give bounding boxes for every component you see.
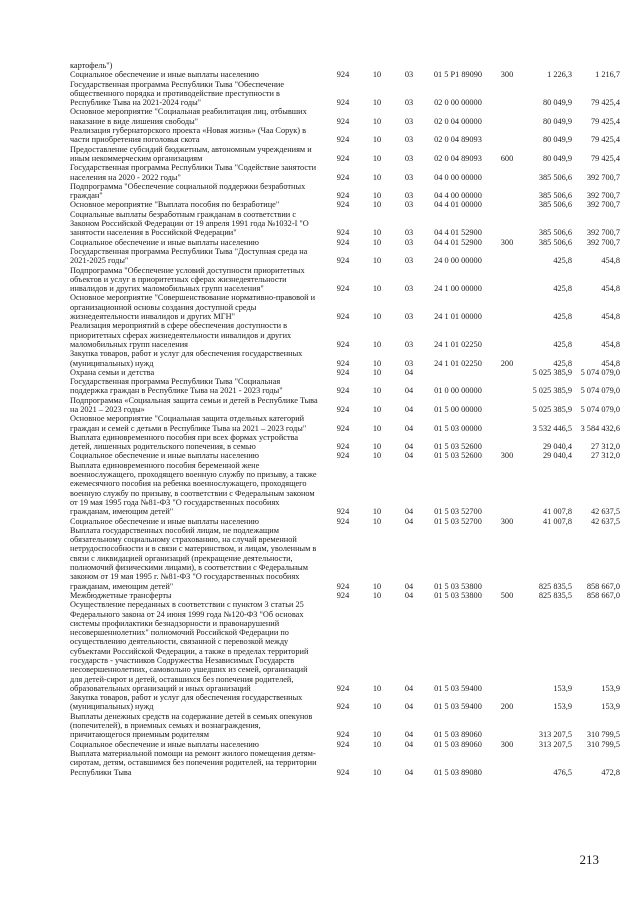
row-name: Государственная программа Республики Тыва "Обеспечение общественного порядка и противодействие преступности в Республике Тыва на 2021-2024 годы" — [70, 79, 285, 108]
row-admin-code: 924 — [336, 284, 350, 294]
row-subsection-code: 03 — [404, 153, 414, 163]
row-target-article-code: 01 5 03 53800 — [434, 581, 482, 591]
row-target-article-code: 24 1 01 00000 — [434, 312, 482, 322]
row-target-article-code: 01 5 03 52700 — [434, 516, 482, 526]
row-name: Государственная программа Республики Тыва "Содействие занятости населения на 2020 - 2022 годы" — [70, 163, 317, 182]
row-subsection-code: 04 — [404, 451, 414, 461]
row-amount-year-2: 454,8 — [601, 312, 620, 322]
row-target-article-code: 01 5 03 89060 — [434, 739, 482, 749]
row-section-code: 10 — [372, 284, 382, 294]
row-expense-type-code — [492, 266, 522, 294]
table-row — [70, 368, 620, 377]
row-subsection-code: 04 — [404, 590, 414, 600]
row-section-code: 10 — [372, 312, 382, 322]
row-amount-year-1: 80 049,9 — [542, 116, 572, 126]
row-subsection-code: 03 — [404, 339, 414, 349]
row-section-code: 10 — [372, 702, 382, 712]
table-row — [70, 377, 620, 396]
row-amount-year-1: 476,5 — [553, 767, 572, 777]
row-name: Государственная программа Республики Тыва "Доступная среда на 2021-2025 годы" — [70, 246, 308, 266]
row-expense-type-code — [492, 368, 522, 377]
row-name: Социальное обеспечение и иные выплаты населению — [70, 451, 259, 461]
row-amount-year-1: 80 049,9 — [542, 135, 572, 145]
row-amount-year-2: 3 584 432,6 — [580, 423, 620, 433]
row-target-article-code — [424, 61, 492, 70]
table-row — [70, 163, 620, 182]
row-section-code — [360, 61, 394, 70]
row-expense-type-code — [492, 247, 522, 266]
row-amount-year-2: 310 799,5 — [586, 739, 620, 749]
row-amount-year-2: 454,8 — [601, 358, 620, 368]
page-number: 213 — [579, 852, 599, 867]
table-row — [70, 526, 620, 591]
row-expense-type-code — [492, 182, 522, 201]
row-admin-code: 924 — [336, 228, 350, 238]
table-row — [70, 238, 620, 247]
row-section-code: 10 — [372, 191, 382, 201]
row-amount-year-1: 425,8 — [553, 358, 572, 368]
row-subsection-code: 04 — [404, 442, 414, 452]
row-expense-type-code — [492, 293, 522, 321]
table-row — [70, 145, 620, 164]
row-expense-type-code — [492, 461, 522, 517]
row-subsection-code: 04 — [404, 516, 414, 526]
row-amount-year-2: 42 637,5 — [590, 507, 620, 517]
row-section-code: 10 — [372, 367, 382, 377]
row-name: Подпрограмма «Социальная защита семьи и детей в Республике Тыва на 2021 – 2023 годы» — [70, 395, 318, 414]
row-expense-type-code — [492, 200, 522, 209]
row-subsection-code: 03 — [404, 135, 414, 145]
row-amount-year-1: 5 025 385,9 — [532, 404, 572, 414]
row-section-code: 10 — [372, 590, 382, 600]
row-name: Социальное обеспечение и иные выплаты населению — [70, 237, 259, 247]
row-expense-type-code — [492, 80, 522, 108]
row-amount-year-2: 27 312,0 — [590, 451, 620, 461]
row-target-article-code: 01 5 03 52700 — [434, 507, 482, 517]
row-expense-type-code: 300 — [500, 739, 514, 749]
row-subsection-code: 04 — [404, 404, 414, 414]
row-target-article-code: 01 5 03 89080 — [434, 767, 482, 777]
row-admin-code: 924 — [336, 256, 350, 266]
row-target-article-code: 02 0 00 00000 — [434, 98, 482, 108]
row-expense-type-code: 200 — [500, 358, 514, 368]
row-amount-year-1: 313 207,5 — [538, 739, 572, 749]
row-name: Реализация мероприятий в сфере обеспечения доступности в приоритетных сферах жизнедеятельности инвалидов и других маломобильных групп населения — [70, 321, 292, 349]
row-amount-year-2: 79 425,4 — [590, 153, 620, 163]
table-row — [70, 600, 620, 693]
row-expense-type-code — [492, 414, 522, 433]
row-admin-code: 924 — [336, 70, 350, 80]
row-amount-year-2: 153,9 — [601, 702, 620, 712]
table-row — [70, 293, 620, 321]
row-name: Закупка товаров, работ и услуг для обеспечения государственных (муниципальных) нужд — [70, 693, 303, 712]
row-subsection-code: 03 — [404, 98, 414, 108]
row-expense-type-code — [492, 210, 522, 238]
row-section-code: 10 — [372, 200, 382, 210]
row-amount-year-1: 425,8 — [553, 312, 572, 322]
row-admin-code: 924 — [336, 237, 350, 247]
row-subsection-code: 04 — [404, 581, 414, 591]
row-name: Выплата единовременного пособия беременной жене военнослужащего, проходящего военную службу по призыву, а также ежемесячного пособия на ребенка военнослужащего, проходящего военную службу по призыву, в соответствии с Федеральным законом от 19 мая 1995 года №81-ФЗ "О государственных пособиях гражданам, имеющим детей" — [70, 460, 317, 517]
row-section-code: 10 — [372, 135, 382, 145]
table-row — [70, 61, 620, 70]
row-name: Выплата материальной помощи на ремонт жилого помещения детям-сиротам, детям, оставшимся без попечения родителей, на территории Республики Тыва — [70, 748, 317, 777]
row-section-code: 10 — [372, 153, 382, 163]
row-expense-type-code — [492, 107, 522, 126]
row-target-article-code: 24 0 00 00000 — [434, 256, 482, 266]
row-name: Социальные выплаты безработным гражданам в соответствии с Законом Российской Федерации от 19 апреля 1991 года №1032-I "О занятости населения в Российской Федерации" — [70, 209, 309, 238]
row-section-code: 10 — [372, 70, 382, 80]
row-admin-code — [326, 61, 360, 70]
row-amount-year-1: 5 025 385,9 — [532, 386, 572, 396]
row-subsection-code: 03 — [404, 172, 414, 182]
row-section-code: 10 — [372, 581, 382, 591]
row-admin-code: 924 — [336, 339, 350, 349]
row-name: Основное мероприятие "Социальная реабилитация лиц, отбывших наказание в виде лишения свободы" — [70, 107, 307, 126]
table-row — [70, 451, 620, 460]
row-subsection-code: 04 — [404, 730, 414, 740]
row-name: Основное мероприятие "Выплата пособия по безработице" — [70, 200, 280, 210]
row-expense-type-code: 500 — [500, 590, 514, 600]
row-admin-code: 924 — [336, 451, 350, 461]
row-name: Основное мероприятие "Социальная защита отдельных категорий граждан и семей с детьми в Республике Тыва на 2021 – 2023 годы" — [70, 414, 307, 433]
row-target-article-code: 01 5 03 89060 — [434, 730, 482, 740]
row-subsection-code: 04 — [404, 683, 414, 693]
row-amount-year-1: 153,9 — [553, 702, 572, 712]
row-amount-year-1: 3 532 446,5 — [532, 423, 572, 433]
row-amount-year-1: 29 040,4 — [542, 451, 572, 461]
table-row — [70, 80, 620, 108]
row-amount-year-2: 310 799,5 — [586, 730, 620, 740]
row-name: Выплата государственных пособий лицам, не подлежащим обязательному социальному страхованию, на случай временной нетрудоспособности и в связи с материнством, и лицам, уволенным в связи с ликвидацией организаций (прекращение деятельности, полномочий физическими лицами), в соответствии с Федеральным законом от 19 мая 1995 г. №81-ФЗ "О государственных пособиях гражданам, имеющим детей" — [70, 525, 317, 591]
row-amount-year-2: 153,9 — [601, 683, 620, 693]
row-target-article-code: 02 0 04 89093 — [434, 135, 482, 145]
row-target-article-code: 04 4 01 52900 — [434, 237, 482, 247]
row-admin-code: 924 — [336, 172, 350, 182]
row-amount-year-2: 454,8 — [601, 284, 620, 294]
row-amount-year-1: 385 506,6 — [538, 172, 572, 182]
row-subsection-code: 03 — [404, 256, 414, 266]
row-expense-type-code — [492, 377, 522, 396]
row-amount-year-2: 5 074 079,0 — [580, 386, 620, 396]
row-expense-type-code: 600 — [500, 153, 514, 163]
row-name: картофель") — [70, 61, 113, 70]
row-subsection-code: 04 — [404, 423, 414, 433]
row-subsection-code: 03 — [404, 191, 414, 201]
row-name: Подпрограмма "Обеспечение условий доступности приоритетных объектов и услуг в приоритетных сферах жизнедеятельности инвалидов и других маломобильных групп населения" — [70, 265, 305, 294]
row-admin-code: 924 — [336, 116, 350, 126]
row-section-code: 10 — [372, 172, 382, 182]
row-target-article-code: 01 5 03 52600 — [434, 451, 482, 461]
table-row — [70, 414, 620, 433]
row-subsection-code: 04 — [404, 386, 414, 396]
row-expense-type-code — [492, 712, 522, 740]
row-admin-code: 924 — [336, 404, 350, 414]
row-name: Социальное обеспечение и иные выплаты населению — [70, 739, 259, 749]
table-row — [70, 349, 620, 368]
row-expense-type-code — [492, 433, 522, 452]
row-expense-type-code: 300 — [500, 70, 514, 80]
row-section-code: 10 — [372, 237, 382, 247]
table-row — [70, 182, 620, 201]
table-row — [70, 107, 620, 126]
row-section-code: 10 — [372, 423, 382, 433]
row-target-article-code: 02 0 04 89093 — [434, 153, 482, 163]
row-expense-type-code: 300 — [500, 237, 514, 247]
row-admin-code: 924 — [336, 767, 350, 777]
row-target-article-code: 04 0 00 00000 — [434, 172, 482, 182]
row-section-code: 10 — [372, 404, 382, 414]
row-target-article-code: 02 0 04 00000 — [434, 116, 482, 126]
row-name: Предоставление субсидий бюджетным, автономным учреждениям и иным некоммерческим организациям — [70, 144, 312, 163]
row-target-article-code: 01 5 03 00000 — [434, 423, 482, 433]
row-section-code: 10 — [372, 507, 382, 517]
budget-table-body — [70, 61, 620, 777]
row-amount-year-1: 41 007,8 — [542, 516, 572, 526]
row-expense-type-code — [492, 749, 522, 777]
table-row — [70, 740, 620, 749]
row-subsection-code: 03 — [404, 116, 414, 126]
row-section-code: 10 — [372, 739, 382, 749]
row-amount-year-1: 5 025 385,9 — [532, 367, 572, 377]
row-amount-year-1: 41 007,8 — [542, 507, 572, 517]
row-name: Подпрограмма "Обеспечение социальной поддержки безработных граждан" — [70, 181, 306, 201]
row-amount-year-2: 454,8 — [601, 339, 620, 349]
row-section-code: 10 — [372, 98, 382, 108]
row-name: Социальное обеспечение и иные выплаты населению — [70, 70, 259, 80]
row-admin-code: 924 — [336, 153, 350, 163]
row-expense-type-code — [492, 126, 522, 145]
row-target-article-code: 01 0 00 00000 — [434, 386, 482, 396]
row-admin-code: 924 — [336, 312, 350, 322]
row-subsection-code: 04 — [404, 739, 414, 749]
row-amount-year-2: 79 425,4 — [590, 135, 620, 145]
row-amount-year-2: 392 700,7 — [586, 191, 620, 201]
row-subsection-code: 03 — [404, 312, 414, 322]
row-amount-year-1: 425,8 — [553, 256, 572, 266]
table-row — [70, 247, 620, 266]
row-expense-type-code — [492, 163, 522, 182]
row-expense-type-code: 300 — [500, 451, 514, 461]
row-subsection-code: 04 — [404, 507, 414, 517]
row-amount-year-1: 385 506,6 — [538, 237, 572, 247]
row-target-article-code: 01 5 P1 89090 — [433, 70, 483, 80]
row-name: Закупка товаров, работ и услуг для обеспечения государственных (муниципальных) нужд — [70, 349, 303, 368]
row-target-article-code: 01 5 03 59400 — [434, 702, 482, 712]
row-amount-year-2: 392 700,7 — [586, 237, 620, 247]
row-admin-code: 924 — [336, 135, 350, 145]
row-amount-year-2 — [572, 61, 620, 70]
row-expense-type-code: 300 — [500, 516, 514, 526]
table-row — [70, 70, 620, 79]
row-amount-year-1: 313 207,5 — [538, 730, 572, 740]
row-admin-code: 924 — [336, 516, 350, 526]
row-amount-year-1 — [522, 61, 572, 70]
row-amount-year-1: 80 049,9 — [542, 153, 572, 163]
row-section-code: 10 — [372, 339, 382, 349]
row-target-article-code: 04 4 01 52900 — [434, 228, 482, 238]
row-target-article-code: 24 1 01 02250 — [434, 358, 482, 368]
row-subsection-code: 03 — [404, 284, 414, 294]
row-section-code: 10 — [372, 451, 382, 461]
row-amount-year-1: 385 506,6 — [538, 200, 572, 210]
table-row — [70, 461, 620, 517]
row-admin-code: 924 — [336, 590, 350, 600]
row-admin-code: 924 — [336, 200, 350, 210]
row-subsection-code: 03 — [404, 200, 414, 210]
row-expense-type-code — [492, 321, 522, 349]
row-amount-year-1: 29 040,4 — [542, 442, 572, 452]
row-amount-year-1: 425,8 — [553, 284, 572, 294]
row-target-article-code — [424, 368, 492, 377]
table-row — [70, 126, 620, 145]
row-amount-year-1: 385 506,6 — [538, 228, 572, 238]
row-amount-year-1: 153,9 — [553, 683, 572, 693]
row-section-code: 10 — [372, 442, 382, 452]
table-row — [70, 321, 620, 349]
row-amount-year-2: 392 700,7 — [586, 228, 620, 238]
row-admin-code: 924 — [336, 507, 350, 517]
row-target-article-code: 01 5 03 59400 — [434, 683, 482, 693]
row-amount-year-1: 385 506,6 — [538, 191, 572, 201]
row-subsection-code: 04 — [404, 367, 414, 377]
row-target-article-code: 24 1 01 02250 — [434, 339, 482, 349]
row-section-code: 10 — [372, 683, 382, 693]
row-amount-year-2: 5 074 079,0 — [580, 404, 620, 414]
row-admin-code: 924 — [336, 683, 350, 693]
table-row — [70, 433, 620, 452]
row-target-article-code: 04 4 01 00000 — [434, 200, 482, 210]
table-row — [70, 396, 620, 415]
row-section-code: 10 — [372, 516, 382, 526]
row-section-code: 10 — [372, 256, 382, 266]
table-row — [70, 266, 620, 294]
row-admin-code: 924 — [336, 386, 350, 396]
row-target-article-code: 01 5 00 00000 — [434, 404, 482, 414]
row-amount-year-1: 825 835,5 — [538, 581, 572, 591]
row-amount-year-2: 392 700,7 — [586, 200, 620, 210]
row-amount-year-2: 454,8 — [601, 256, 620, 266]
row-name: Выплата единовременного пособия при всех формах устройства детей, лишенных родительского попечения, в семью — [70, 432, 299, 452]
table-row — [70, 200, 620, 209]
table-row — [70, 591, 620, 600]
row-amount-year-2: 472,8 — [601, 767, 620, 777]
row-section-code: 10 — [372, 116, 382, 126]
row-admin-code: 924 — [336, 739, 350, 749]
row-target-article-code: 01 5 03 53800 — [434, 590, 482, 600]
row-amount-year-2: 858 667,0 — [586, 590, 620, 600]
row-subsection-code — [394, 61, 424, 70]
row-name: Межбюджетные трансферты — [70, 590, 172, 600]
row-amount-year-1: 80 049,9 — [542, 98, 572, 108]
row-name: Основное мероприятие "Совершенствование нормативно-правовой и организационной основы создания доступной среды жизнедеятельности инвалидов и других МГН" — [70, 293, 316, 322]
row-subsection-code: 03 — [404, 228, 414, 238]
row-section-code: 10 — [372, 730, 382, 740]
budget-table — [70, 61, 620, 777]
row-admin-code: 924 — [336, 581, 350, 591]
row-name: Государственная программа Республики Тыва "Социальная поддержка граждан в Республике Тыва на 2021 - 2023 годы" — [70, 377, 283, 396]
row-name: Осуществление переданных в соответствии с пунктом 3 статьи 25 Федерального закона от 24 июня 1999 года №120-ФЗ "Об основах системы профилактики безнадзорности и правонарушений несовершеннолетних" полномочий Российской Федерации по осуществлению деятельности, связанной с перевозкой между субъектами Российской Федерации, а также в пределах территорий государств - участников Содружества Независимых Государств несовершеннолетних, самовольно ушедших из семей, организаций для детей-сирот и детей, оставшихся без попечения родителей, образовательных организаций и иных организаций — [70, 600, 309, 693]
row-subsection-code: 03 — [404, 70, 414, 80]
row-expense-type-code — [492, 396, 522, 415]
row-admin-code: 924 — [336, 702, 350, 712]
row-amount-year-2: 27 312,0 — [590, 442, 620, 452]
table-row — [70, 749, 620, 777]
row-name: Социальное обеспечение и иные выплаты населению — [70, 516, 259, 526]
row-target-article-code: 01 5 03 52600 — [434, 442, 482, 452]
table-row — [70, 693, 620, 712]
table-row — [70, 712, 620, 740]
row-expense-type-code — [492, 526, 522, 591]
row-amount-year-1: 825 835,5 — [538, 590, 572, 600]
row-expense-type-code — [492, 61, 522, 70]
row-admin-code: 924 — [336, 358, 350, 368]
table-row — [70, 517, 620, 526]
row-amount-year-1: 425,8 — [553, 339, 572, 349]
row-section-code: 10 — [372, 358, 382, 368]
row-admin-code: 924 — [336, 191, 350, 201]
row-subsection-code: 03 — [404, 358, 414, 368]
row-expense-type-code: 200 — [500, 702, 514, 712]
row-amount-year-2: 858 667,0 — [586, 581, 620, 591]
row-amount-year-2: 79 425,4 — [590, 116, 620, 126]
row-amount-year-2: 79 425,4 — [590, 98, 620, 108]
row-section-code: 10 — [372, 767, 382, 777]
row-amount-year-2: 392 700,7 — [586, 172, 620, 182]
row-admin-code: 924 — [336, 367, 350, 377]
row-admin-code: 924 — [336, 442, 350, 452]
row-section-code: 10 — [372, 228, 382, 238]
row-admin-code: 924 — [336, 423, 350, 433]
row-name: Реализация губернаторского проекта «Новая жизнь» (Чаа Сорук) в части приобретения поголовья скота — [70, 126, 307, 145]
row-target-article-code: 24 1 00 00000 — [434, 284, 482, 294]
row-subsection-code: 04 — [404, 767, 414, 777]
row-expense-type-code — [492, 600, 522, 693]
row-admin-code: 924 — [336, 98, 350, 108]
row-amount-year-2: 42 637,5 — [590, 516, 620, 526]
row-target-article-code: 04 4 00 00000 — [434, 191, 482, 201]
row-amount-year-2: 5 074 079,0 — [580, 367, 620, 377]
row-section-code: 10 — [372, 386, 382, 396]
table-row — [70, 210, 620, 238]
row-amount-year-1: 1 226,3 — [547, 70, 572, 80]
row-name: Выплаты денежных средств на содержание детей в семьях опекунов (попечителей), в приемных семьях и вознаграждения, причитающегося приемным родителям — [70, 711, 313, 740]
row-amount-year-2: 1 216,7 — [595, 70, 620, 80]
row-subsection-code: 04 — [404, 702, 414, 712]
row-subsection-code: 03 — [404, 237, 414, 247]
row-admin-code: 924 — [336, 730, 350, 740]
row-name: Охрана семьи и детства — [70, 367, 155, 377]
